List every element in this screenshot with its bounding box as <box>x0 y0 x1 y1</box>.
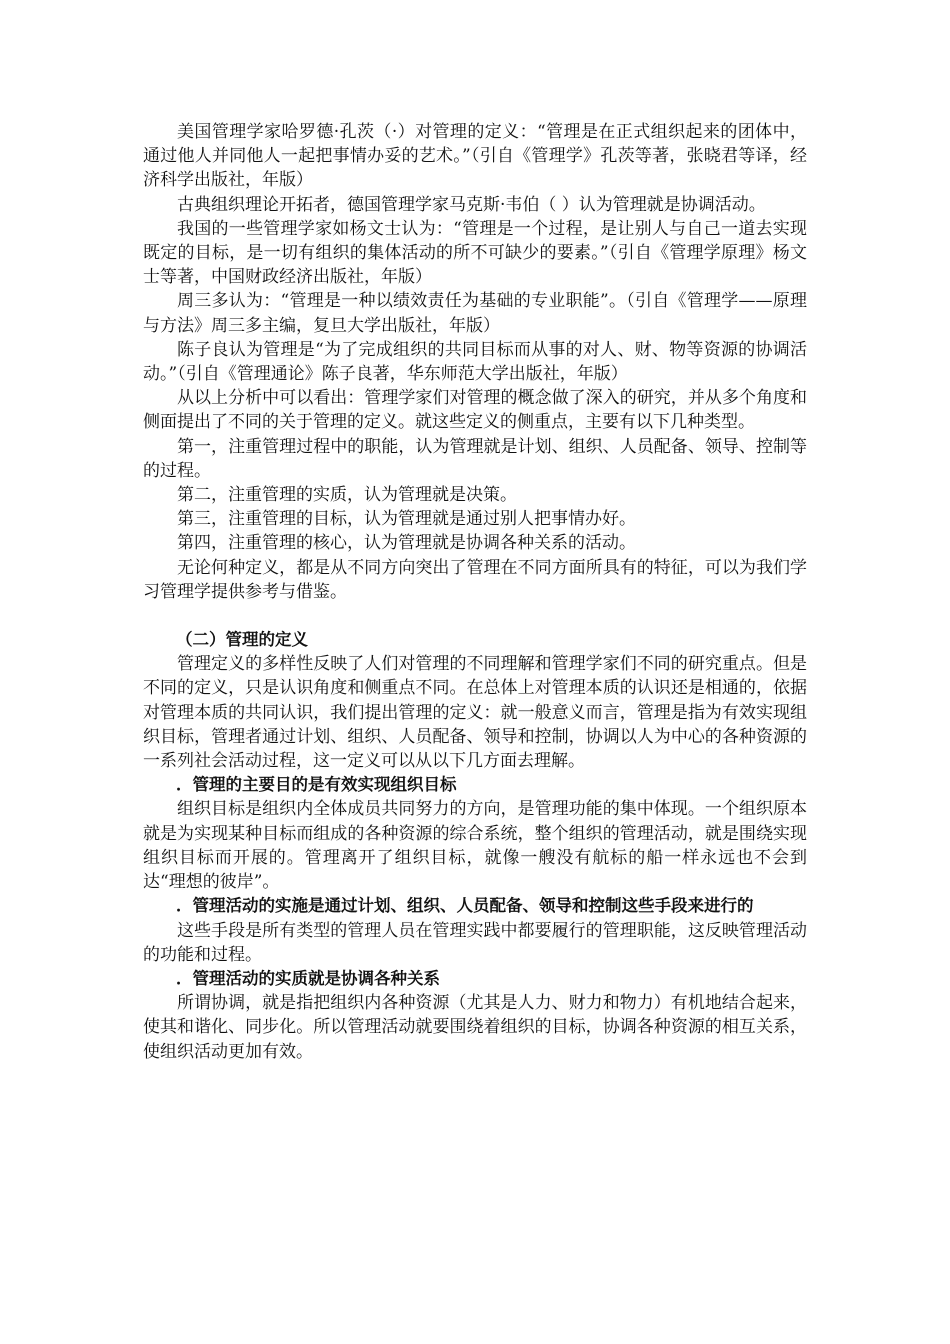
point-2-heading: ．管理活动的实施是通过计划、组织、人员配备、领导和控制这些手段来进行的 <box>176 896 754 916</box>
document-page <box>143 120 807 1064</box>
paragraph-type-1: 第一，注重管理过程中的职能，认为管理就是计划、组织、人员配备、领导、控制等的过程。 <box>143 436 807 481</box>
paragraph-chen-definition: 陈子良认为管理是“为了完成组织的共同目标而从事的对人、财、物等资源的协调活动。”（引自《管理通论》陈子良著，华东师范大学出版社，年版） <box>143 339 807 385</box>
point-3-heading: ．管理活动的实质就是协调各种关系 <box>176 968 440 988</box>
point-1-heading: ．管理的主要目的是有效实现组织目标 <box>176 775 457 795</box>
section-intro: 管理定义的多样性反映了人们对管理的不同理解和管理学家们不同的研究重点。但是不同的定义，只是认识角度和侧重点不同。在总体上对管理本质的认识还是相通的，依据对管理本质的共同认识，我们提出管理的定义：就一般意义而言，管理是指为有效实现组织目标，管理者通过计划、组织、人员配备、领导和控制，协调以人为中心的各种资源的一系列社会活动过程，这一定义可以从以下几方面去理解。 <box>143 654 807 772</box>
paragraph-summary: 无论何种定义，都是从不同方向突出了管理在不同方面所具有的特征，可以为我们学习管理学提供参考与借鉴。 <box>143 557 807 602</box>
point-2-text: 这些手段是所有类型的管理人员在管理实践中都要履行的管理职能，这反映管理活动的功能和过程。 <box>143 920 807 965</box>
point-3-text: 所谓协调，就是指把组织内各种资源（尤其是人力、财力和物力）有机地结合起来，使其和谐化、同步化。所以管理活动就要围绕着组织的目标，协调各种资源的相互关系，使组织活动更加有效。 <box>143 993 807 1062</box>
paragraph-type-2: 第二，注重管理的实质，认为管理就是决策。 <box>177 485 517 506</box>
paragraph-type-4: 第四，注重管理的核心，认为管理就是协调各种关系的活动。 <box>177 533 636 554</box>
paragraph-weber-definition: 古典组织理论开拓者，德国管理学家马克斯·韦伯（ ）认为管理就是协调活动。 <box>177 194 766 215</box>
paragraph-koontz-definition: 美国管理学家哈罗德·孔茨（·）对管理的定义：“管理是在正式组织起来的团体中，通过他人并同他人一起把事情办妥的艺术。”（引自《管理学》孔茨等著，张晓君等译，经济科学出版社，年版） <box>143 122 807 191</box>
section-heading: （二）管理的定义 <box>176 630 308 650</box>
paragraph-analysis: 从以上分析中可以看出：管理学家们对管理的概念做了深入的研究，并从多个角度和侧面提出了不同的关于管理的定义。就这些定义的侧重点，主要有以下几种类型。 <box>143 388 807 433</box>
point-1-text: 组织目标是组织内全体成员共同努力的方向，是管理功能的集中体现。一个组织原本就是为实现某种目标而组成的各种资源的综合系统，整个组织的管理活动，就是围绕实现组织目标而开展的。管理离开了组织目标，就像一艘没有航标的船一样永远也不会到达“理想的彼岸”。 <box>143 799 807 893</box>
paragraph-zhou-definition: 周三多认为：“管理是一种以绩效责任为基础的专业职能”。（引自《管理学——原理与方法》周三多主编，复旦大学出版社，年版） <box>143 291 807 336</box>
section-spacer <box>143 604 807 628</box>
paragraph-yang-definition: 我国的一些管理学家如杨文士认为：“管理是一个过程，是让别人与自己一道去实现既定的目标，是一切有组织的集体活动的所不可缺少的要素。”（引自《管理学原理》杨文士等著，中国财政经济出版社，年版） <box>143 218 807 288</box>
paragraph-type-3: 第三，注重管理的目标，认为管理就是通过别人把事情办好。 <box>177 509 636 530</box>
